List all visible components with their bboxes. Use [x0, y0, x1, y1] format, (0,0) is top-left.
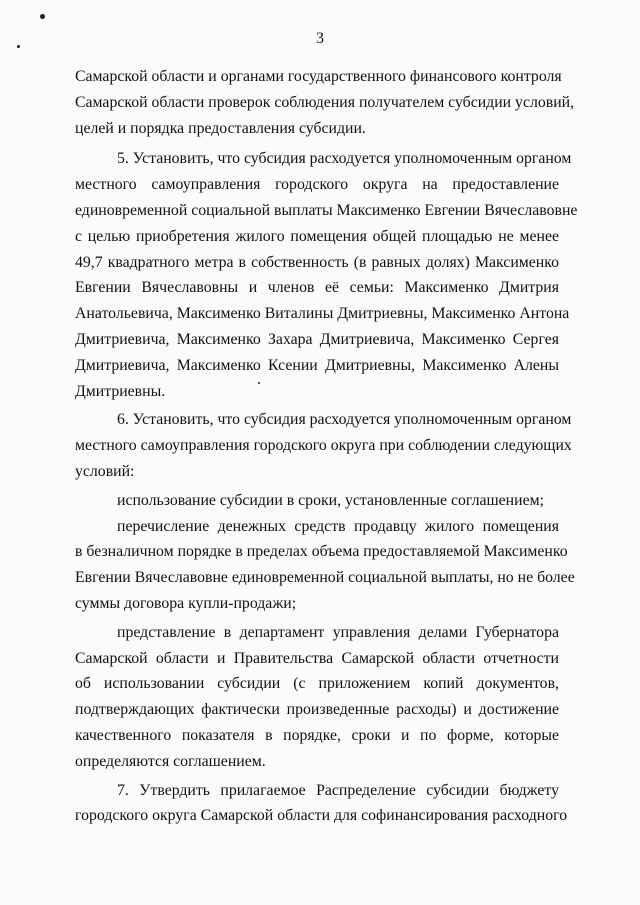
paragraph-p6	[75, 407, 572, 484]
text-line: Евгении Вячеславовне единовременной социальной выплаты, но не более	[75, 569, 575, 587]
text-line: суммы договора купли-продажи;	[75, 594, 297, 612]
paragraph-p5	[75, 146, 578, 404]
text-line: в безналичном порядке в пределах объема предоставляемой Максименко	[75, 543, 568, 561]
text-line: Дмитриевича, Максименко Захара Дмитриевича, Максименко Сергея	[75, 330, 559, 348]
text-line: подтверждающих фактически произведенные расходы) и достижение	[75, 701, 559, 719]
paragraph-p6b	[75, 514, 575, 617]
text-line: определяются соглашением.	[75, 752, 266, 770]
text-line: целей и порядка предоставления субсидии.	[75, 119, 366, 137]
text-line: Самарской области и органами государственного финансового контроля	[75, 68, 562, 85]
text-line: об использовании субсидии (с приложением копий документов,	[75, 675, 559, 693]
paragraph-p6a	[75, 488, 559, 514]
text-line: использование субсидии в сроки, установленные соглашением;	[117, 491, 544, 509]
text-line: местного самоуправления городского округа на предоставление	[75, 176, 559, 194]
text-line: Евгении Вячеславовны и членов её семьи: Максименко Дмитрия	[75, 279, 559, 297]
text-line: 7. Утвердить прилагаемое Распределение субсидии бюджету	[117, 781, 559, 799]
text-line: Самарской области проверок соблюдения получателем субсидии условий,	[75, 93, 575, 111]
text-line: городского округа Самарской области для софинансирования расходного	[75, 807, 568, 825]
text-line: 5. Установить, что субсидия расходуется уполномоченным органом	[117, 150, 572, 168]
paragraph-p6c	[75, 620, 559, 775]
text-line: условий:	[75, 462, 135, 480]
text-line: 6. Установить, что субсидия расходуется уполномоченным органом	[117, 411, 572, 429]
text-line: Дмитриевны.	[75, 382, 166, 400]
text-line: с целью приобретения жилого помещения общей площадью не менее	[75, 227, 559, 245]
text-line: Анатольевича, Максименко Виталины Дмитриевны, Максименко Антона	[75, 305, 570, 323]
page-number: 3	[316, 30, 324, 47]
paragraph-p7	[75, 778, 568, 830]
document-body	[75, 64, 578, 829]
text-line: Самарской области и Правительства Самарской области отчетности	[75, 649, 559, 667]
text-line: качественного показателя в порядке, сроки и по форме, которые	[75, 726, 559, 744]
text-line: местного самоуправления городского округа при соблюдении следующих	[75, 437, 572, 455]
text-line: единовременной социальной выплаты Максименко Евгении Вячеславовне	[75, 201, 578, 219]
text-line: Дмитриевича, Максименко Ксении Дмитриевны, Максименко Алены	[75, 356, 559, 374]
paragraph-cont	[75, 64, 575, 141]
text-line: перечисление денежных средств продавцу жилого помещения	[117, 517, 559, 535]
text-line: представление в департамент управления делами Губернатора	[117, 623, 559, 641]
scan-speck	[40, 14, 45, 19]
text-line: 49,7 квадратного метра в собственность (в равных долях) Максименко	[75, 253, 559, 271]
